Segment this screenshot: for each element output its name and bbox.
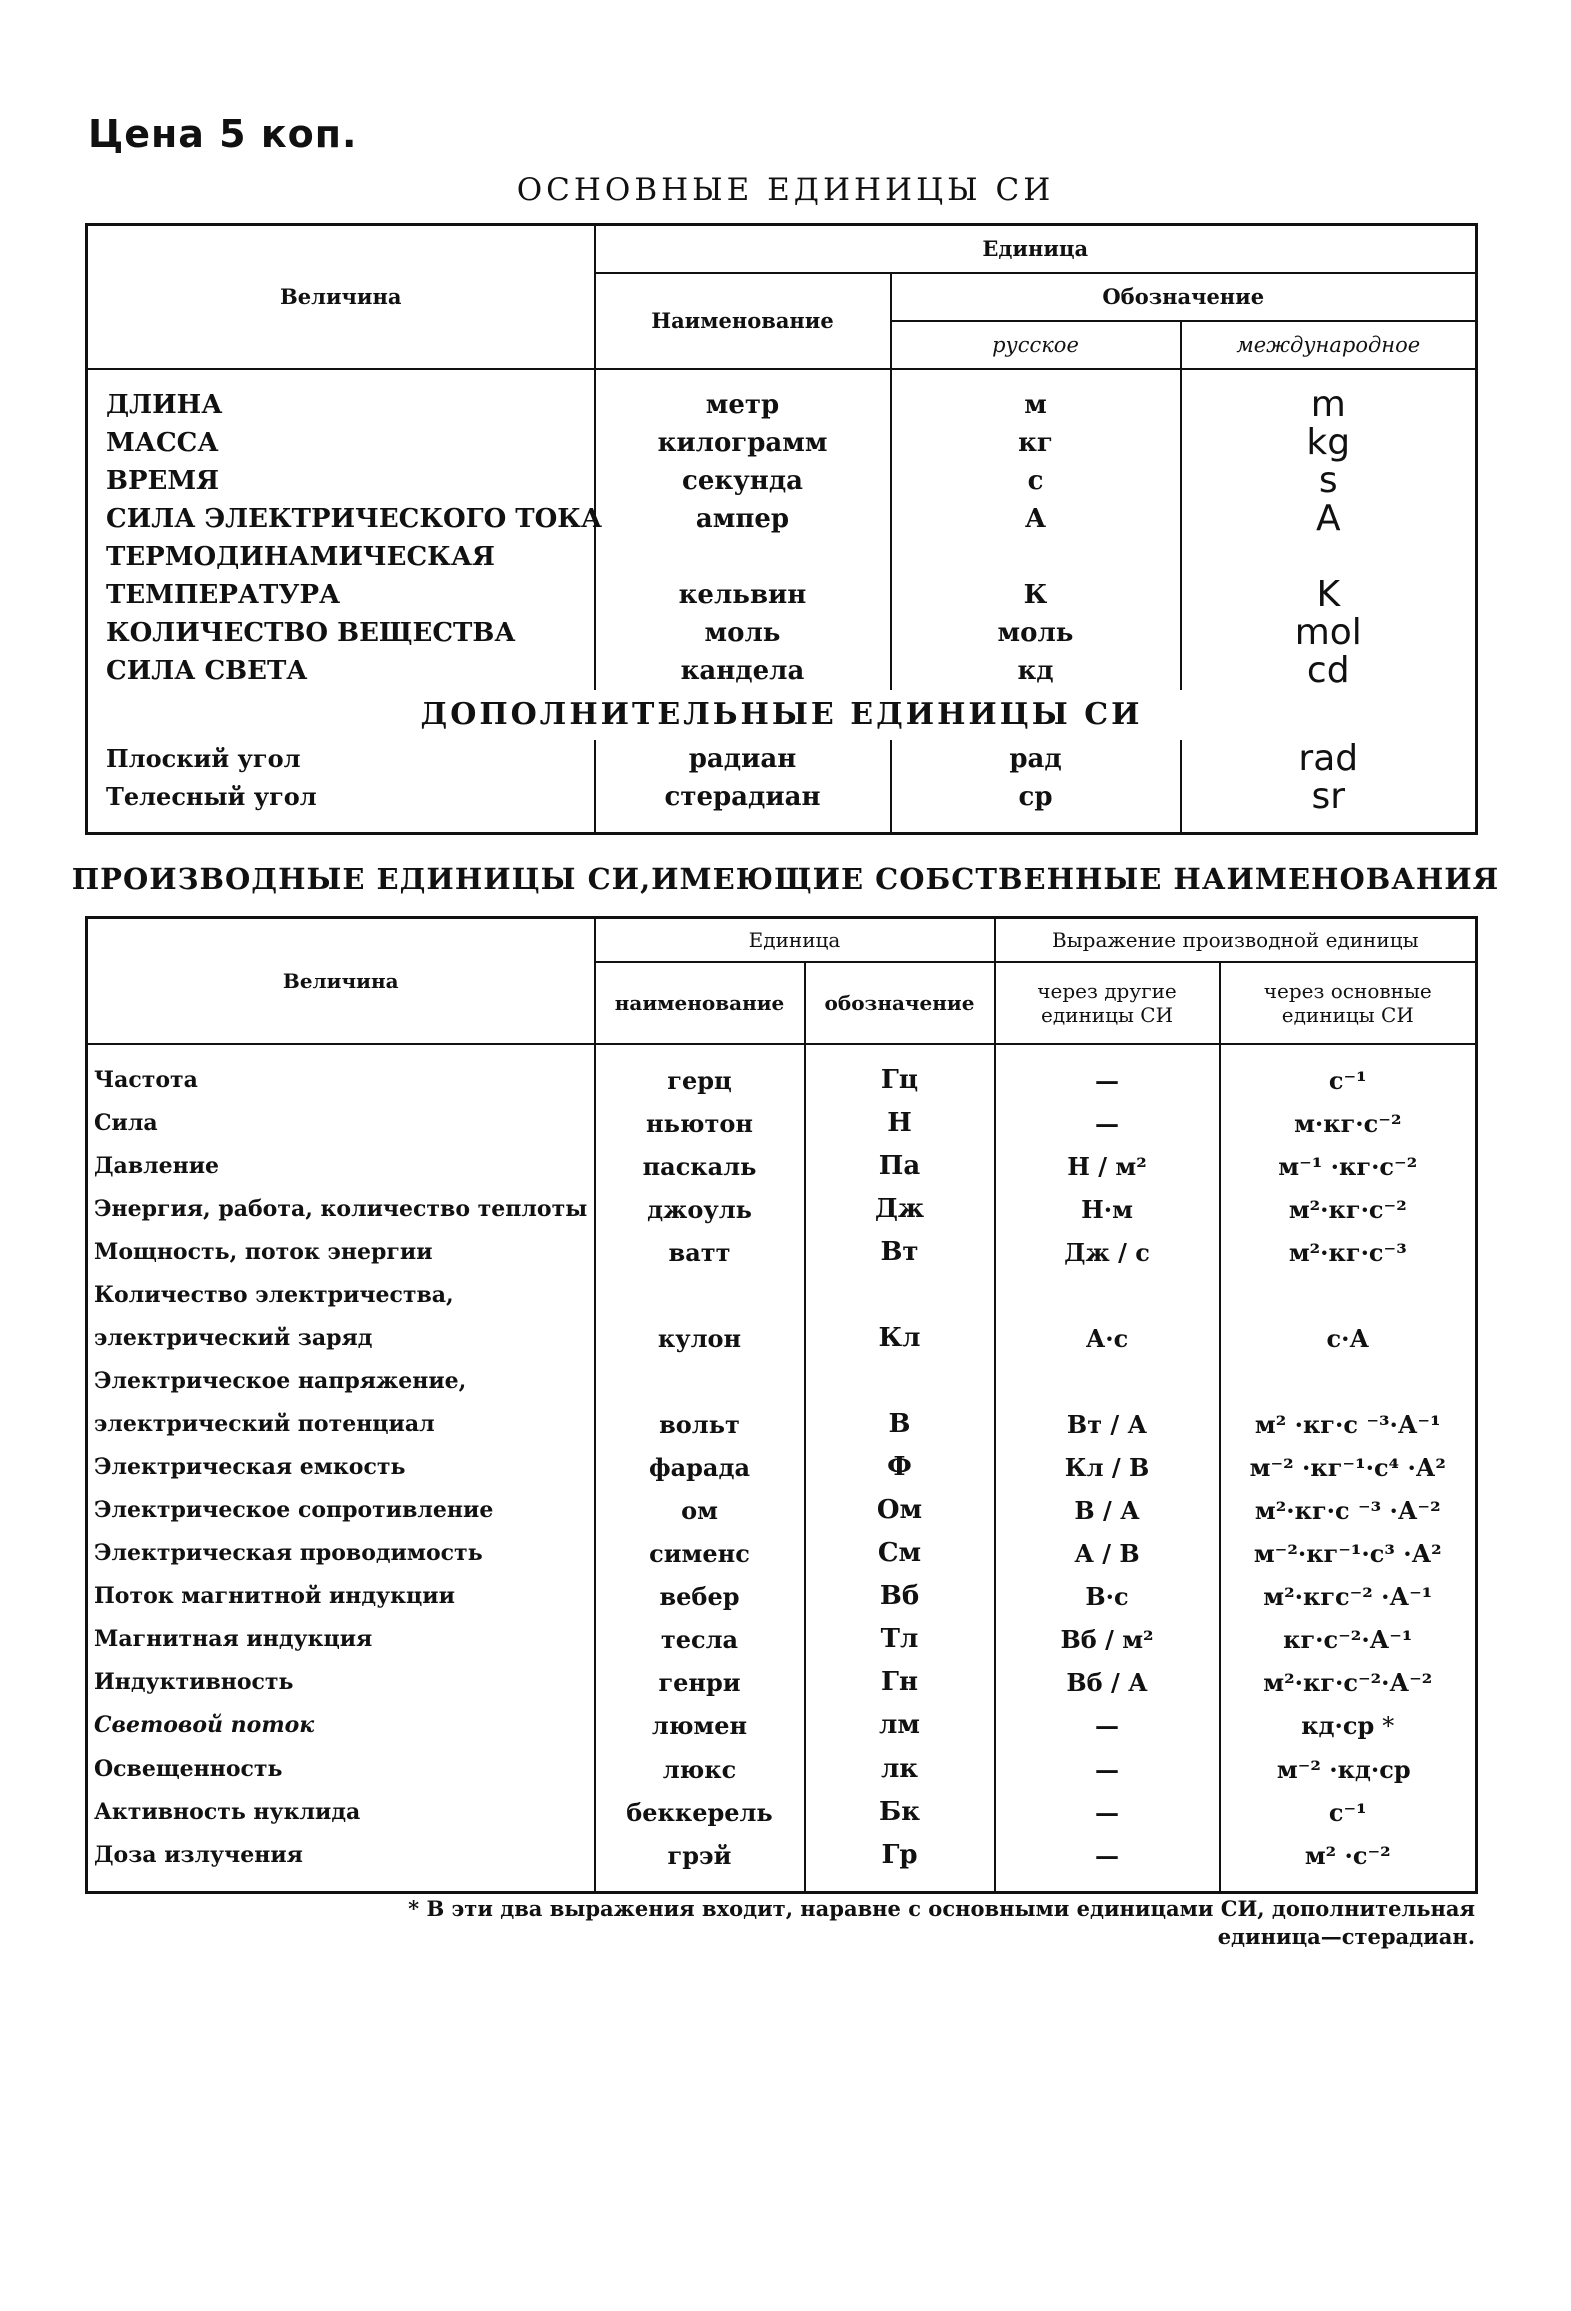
symbol-cell: В [805,1403,995,1446]
unit-name-cell: ом [595,1489,805,1532]
ru-symbol-cell: моль [891,614,1181,652]
table-row [87,538,1477,576]
header-quantity: Величина [87,225,595,369]
header-via-base: через основные единицы СИ [1220,962,1477,1044]
supplementary-units-title: ДОПОЛНИТЕЛЬНЫЕ ЕДИНИЦЫ СИ [420,696,1143,732]
unit-name-cell: грэй [595,1834,805,1877]
table-row [87,1102,1477,1145]
unit-name-cell: кулон [595,1317,805,1360]
unit-name-cell: сименс [595,1532,805,1575]
quantity-cell: Электрическая емкость [87,1446,595,1489]
symbol-cell: Кл [805,1317,995,1360]
via-other-cell: Н·м [995,1188,1220,1231]
via-other-cell: А·с [995,1317,1220,1360]
via-other-cell: — [995,1834,1220,1877]
via-other-cell: Кл / В [995,1446,1220,1489]
via-other-cell: А / В [995,1532,1220,1575]
via-base-cell [1220,1748,1477,1791]
via-base-cell: кг·с⁻²·А⁻¹ [1220,1618,1477,1661]
ru-symbol-cell: А [891,500,1181,538]
table-row [87,1704,1477,1748]
unit-name-cell: метр [595,386,891,424]
symbol-cell: лм [805,1704,995,1748]
quantity-cell: электрический потенциал [87,1403,595,1446]
table-row [87,386,1477,424]
table-row [87,1618,1477,1661]
unit-name-cell [595,538,891,576]
price-label: Цена 5 коп. [88,112,358,156]
table-row [87,1274,1477,1317]
footnote-line-2: единица—стерадиан. [1217,1924,1475,1949]
quantity-cell: ВРЕМЯ [87,462,595,500]
unit-name-cell: тесла [595,1618,805,1661]
table-row [87,500,1477,538]
via-base-cell: м² ·с⁻² [1220,1834,1477,1877]
symbol-cell: лк [805,1748,995,1791]
footnote [175,1895,1475,1951]
ru-symbol-cell [891,538,1181,576]
unit-name-cell: люмен [595,1704,805,1748]
via-base-cell: с⁻¹ [1220,1791,1477,1834]
via-other-cell: Дж / с [995,1231,1220,1274]
table-row [87,1489,1477,1532]
table-row [87,1145,1477,1188]
table-row [87,576,1477,614]
brace-mark: * [1382,1711,1395,1740]
derived-units-title: ПРОИЗВОДНЫЕ ЕДИНИЦЫ СИ,ИМЕЮЩИЕ СОБСТВЕННЫЕ НАИМЕНОВАНИЯ [71,862,1500,896]
via-other-cell: — [995,1791,1220,1834]
unit-name-cell: моль [595,614,891,652]
header-name: наименование [595,962,805,1044]
table-row [87,1791,1477,1834]
quantity-cell: Световой поток [87,1704,595,1748]
table-row [87,1317,1477,1360]
base-units-table [85,223,1478,835]
unit-name-cell: радиан [595,740,891,778]
unit-name-cell: люкс [595,1748,805,1791]
unit-name-cell: фарада [595,1446,805,1489]
via-base-cell: м² ·кг·с ⁻³·А⁻¹ [1220,1403,1477,1446]
symbol-cell: Тл [805,1618,995,1661]
via-other-cell: — [995,1704,1220,1748]
quantity-cell: Мощность, поток энергии [87,1231,595,1274]
symbol-cell: Вт [805,1231,995,1274]
quantity-cell: Активность нуклида [87,1791,595,1834]
via-base-cell: м²·кг·с⁻²·А⁻² [1220,1661,1477,1704]
derived-units-table [85,916,1478,1894]
via-base-value: кд·ср [1301,1710,1375,1740]
intl-symbol-cell [1181,538,1477,576]
via-other-cell: Вб / м² [995,1618,1220,1661]
ru-symbol-cell: ср [891,778,1181,816]
table-row [87,424,1477,462]
table-row [87,1188,1477,1231]
symbol-cell: Н [805,1102,995,1145]
intl-symbol-cell: rad [1181,740,1477,778]
via-base-cell: м·кг·с⁻² [1220,1102,1477,1145]
table-row [87,740,1477,778]
intl-symbol-cell: cd [1181,652,1477,690]
via-base-cell: м⁻²·кг⁻¹·с³ ·А² [1220,1532,1477,1575]
unit-name-cell: вебер [595,1575,805,1618]
via-other-cell: Н / м² [995,1145,1220,1188]
via-base-cell [1220,1704,1477,1748]
quantity-cell: Поток магнитной индукции [87,1575,595,1618]
table-row [87,1403,1477,1446]
unit-name-cell: секунда [595,462,891,500]
quantity-cell: Магнитная индукция [87,1618,595,1661]
header-quantity: Величина [87,918,595,1044]
base-units-title: ОСНОВНЫЕ ЕДИНИЦЫ СИ [516,172,1055,208]
intl-symbol-cell: K [1181,576,1477,614]
quantity-cell: Доза излучения [87,1834,595,1877]
table-row [87,1059,1477,1102]
via-base-cell: м²·кг·с ⁻³ ·А⁻² [1220,1489,1477,1532]
table-row [87,462,1477,500]
ru-symbol-cell: кг [891,424,1181,462]
unit-name-cell: килограмм [595,424,891,462]
header-via-other: через другие единицы СИ [995,962,1220,1044]
intl-symbol-cell: kg [1181,424,1477,462]
table-row [87,1532,1477,1575]
symbol-cell: Гр [805,1834,995,1877]
quantity-cell: электрический заряд [87,1317,595,1360]
quantity-cell: ТЕМПЕРАТУРА [87,576,595,614]
header-russian: русское [891,321,1181,369]
table-row [87,778,1477,816]
quantity-cell: Индуктивность [87,1661,595,1704]
quantity-cell: КОЛИЧЕСТВО ВЕЩЕСТВА [87,614,595,652]
quantity-cell: СИЛА СВЕТА [87,652,595,690]
header-name: Наименование [595,273,891,369]
header-symbol: обозначение [805,962,995,1044]
via-base-cell [1220,1360,1477,1403]
via-base-cell: м⁻² ·кг⁻¹·с⁴ ·А² [1220,1446,1477,1489]
symbol-cell: Па [805,1145,995,1188]
via-other-cell: В·с [995,1575,1220,1618]
via-other-cell: Вб / А [995,1661,1220,1704]
quantity-cell: ТЕРМОДИНАМИЧЕСКАЯ [87,538,595,576]
symbol-cell [805,1274,995,1317]
symbol-cell: Гц [805,1059,995,1102]
unit-name-cell: ватт [595,1231,805,1274]
via-other-cell: — [995,1059,1220,1102]
via-base-cell: с·А [1220,1317,1477,1360]
table-row [87,1360,1477,1403]
intl-symbol-cell: s [1181,462,1477,500]
intl-symbol-cell: A [1181,500,1477,538]
quantity-cell: Плоский угол [87,740,595,778]
table-row [87,652,1477,690]
ru-symbol-cell: м [891,386,1181,424]
via-other-cell: — [995,1102,1220,1145]
footnote-line-1: * В эти два выражения входит, наравне с основными единицами СИ, дополнительная [408,1896,1475,1921]
header-international: международное [1181,321,1477,369]
symbol-cell: Ф [805,1446,995,1489]
symbol-cell: Гн [805,1661,995,1704]
unit-name-cell: кандела [595,652,891,690]
symbol-cell: См [805,1532,995,1575]
unit-name-cell: ампер [595,500,891,538]
quantity-cell: Электрическое напряжение, [87,1360,595,1403]
header-unit: Единица [595,225,1477,273]
quantity-cell: ДЛИНА [87,386,595,424]
table-row [87,1748,1477,1791]
unit-name-cell: джоуль [595,1188,805,1231]
symbol-cell: Бк [805,1791,995,1834]
via-other-cell [995,1274,1220,1317]
header-unit: Единица [595,918,995,962]
table-row [87,1834,1477,1877]
table-row [87,1231,1477,1274]
quantity-cell: Сила [87,1102,595,1145]
unit-name-cell: ньютон [595,1102,805,1145]
quantity-cell: СИЛА ЭЛЕКТРИЧЕСКОГО ТОКА [87,500,595,538]
quantity-cell: Электрическое сопротивление [87,1489,595,1532]
via-base-cell: м²·кгс⁻² ·А⁻¹ [1220,1575,1477,1618]
quantity-cell: Освещенность [87,1748,595,1791]
quantity-cell: Давление [87,1145,595,1188]
unit-name-cell: кельвин [595,576,891,614]
via-other-cell [995,1360,1220,1403]
intl-symbol-cell: m [1181,386,1477,424]
via-base-cell [1220,1274,1477,1317]
unit-name-cell: стерадиан [595,778,891,816]
ru-symbol-cell: кд [891,652,1181,690]
ru-symbol-cell: с [891,462,1181,500]
table-row [87,1661,1477,1704]
via-other-cell: В / А [995,1489,1220,1532]
unit-name-cell: беккерель [595,1791,805,1834]
unit-name-cell: генри [595,1661,805,1704]
quantity-cell: Телесный угол [87,778,595,816]
unit-name-cell: герц [595,1059,805,1102]
via-base-cell: с⁻¹ [1220,1059,1477,1102]
symbol-cell: Дж [805,1188,995,1231]
unit-name-cell: вольт [595,1403,805,1446]
ru-symbol-cell: К [891,576,1181,614]
via-other-cell: — [995,1748,1220,1791]
via-base-cell: м²·кг·с⁻² [1220,1188,1477,1231]
unit-name-cell [595,1360,805,1403]
quantity-cell: Электрическая проводимость [87,1532,595,1575]
header-expression: Выражение производной единицы [995,918,1477,962]
symbol-cell [805,1360,995,1403]
unit-name-cell [595,1274,805,1317]
quantity-cell: МАССА [87,424,595,462]
table-row [87,1575,1477,1618]
quantity-cell: Частота [87,1059,595,1102]
header-designation: Обозначение [891,273,1477,321]
symbol-cell: Ом [805,1489,995,1532]
ru-symbol-cell: рад [891,740,1181,778]
via-base-cell: м⁻¹ ·кг·с⁻² [1220,1145,1477,1188]
via-base-cell: м²·кг·с⁻³ [1220,1231,1477,1274]
symbol-cell: Вб [805,1575,995,1618]
via-base-value: м⁻² ·кд·ср [1276,1754,1411,1784]
unit-name-cell: паскаль [595,1145,805,1188]
intl-symbol-cell: sr [1181,778,1477,816]
table-row [87,614,1477,652]
quantity-cell: Количество электричества, [87,1274,595,1317]
via-other-cell: Вт / А [995,1403,1220,1446]
quantity-cell: Энергия, работа, количество теплоты [87,1188,595,1231]
table-row [87,1446,1477,1489]
intl-symbol-cell: mol [1181,614,1477,652]
